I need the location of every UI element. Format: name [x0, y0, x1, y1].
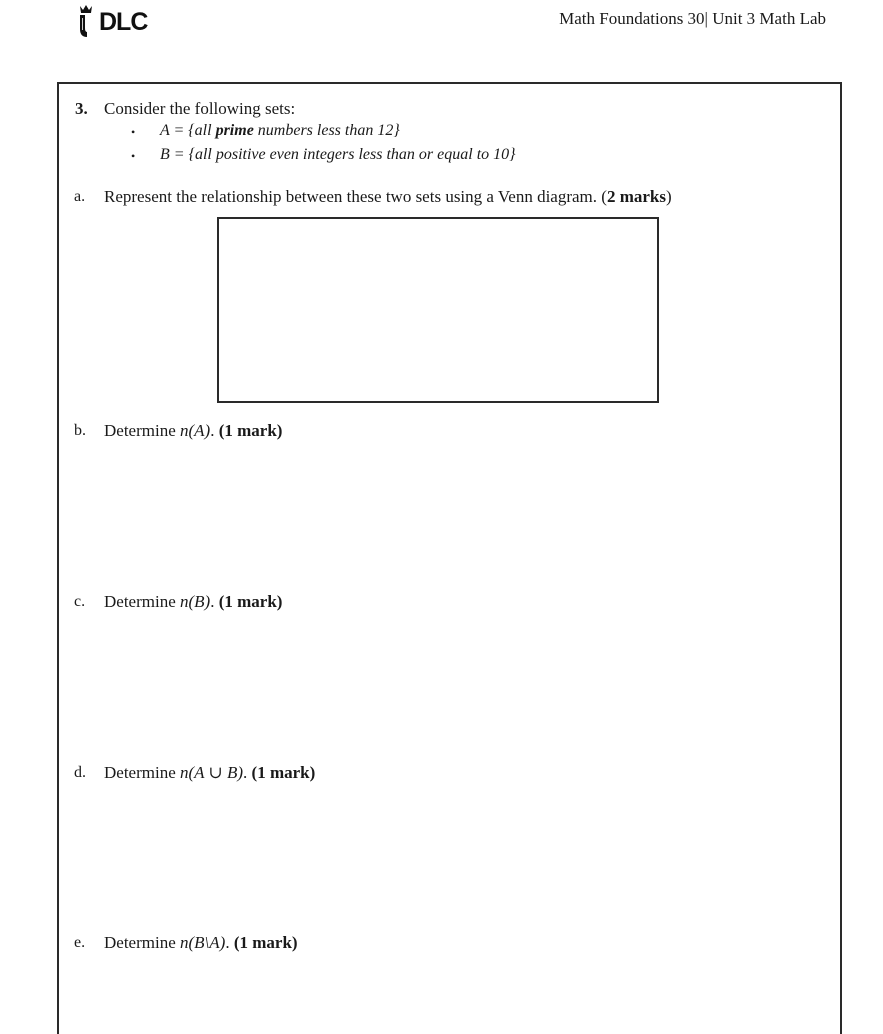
bullet-icon: •	[131, 125, 136, 139]
part-c-text: Determine n(B). (1 mark)	[104, 592, 283, 611]
part-c-letter: c.	[74, 593, 86, 610]
part-e-text: Determine n(B\A). (1 mark)	[104, 933, 298, 952]
question-intro: Consider the following sets:	[104, 99, 296, 118]
venn-diagram-answer-box[interactable]	[217, 217, 659, 403]
bullet-icon: •	[131, 149, 136, 163]
dlc-logo	[76, 4, 147, 40]
dlc-logo-icon	[76, 4, 98, 40]
set-a-definition: A = {all prime numbers less than 12}	[160, 122, 400, 139]
part-a-letter: a.	[74, 188, 86, 205]
part-d-letter: d.	[74, 764, 86, 781]
part-a-text: Represent the relationship between these two sets using a Venn diagram. (2 marks)	[104, 187, 672, 206]
question-number: 3.	[75, 99, 88, 118]
logo-text: DLC	[99, 7, 148, 36]
part-b-text: Determine n(A). (1 mark)	[104, 421, 283, 440]
part-e-letter: e.	[74, 934, 86, 951]
course-title: Math Foundations 30| Unit 3 Math Lab	[559, 9, 826, 28]
part-d-text: Determine n(A ∪ B). (1 mark)	[104, 763, 316, 782]
set-b-definition: B = {all positive even integers less than or equal to 10}	[160, 146, 516, 163]
part-b-letter: b.	[74, 422, 86, 439]
